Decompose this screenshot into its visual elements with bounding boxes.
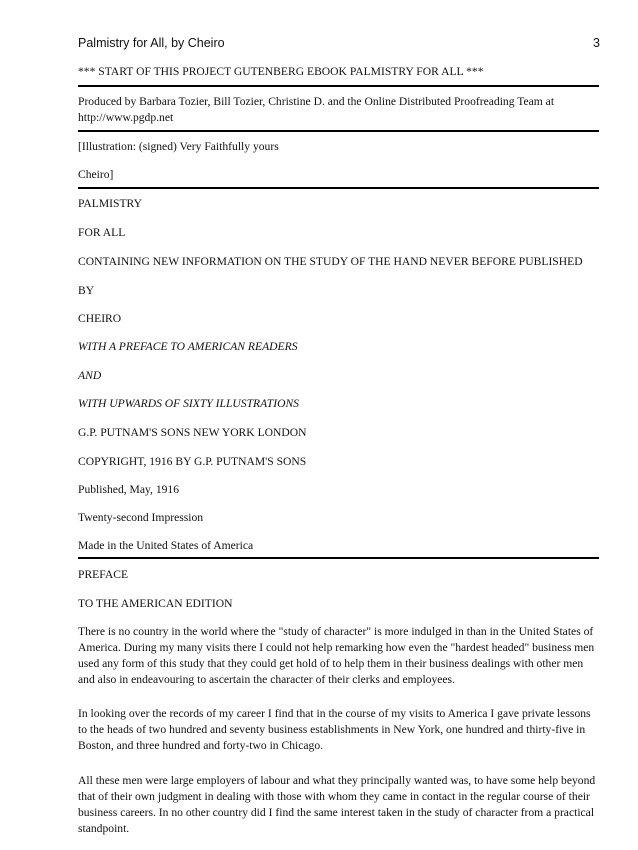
impression-line: Twenty-second Impression xyxy=(78,511,204,524)
divider xyxy=(78,85,599,87)
divider xyxy=(78,557,599,559)
divider xyxy=(78,130,599,132)
made-in-line: Made in the United States of America xyxy=(78,539,254,552)
section-subheading: TO THE AMERICAN EDITION xyxy=(78,597,233,610)
by-line: BY xyxy=(78,284,95,297)
published-date: Published, May, 1916 xyxy=(78,483,180,496)
signature-line: Cheiro] xyxy=(78,168,114,181)
header-title: Palmistry for All, by Cheiro xyxy=(78,36,225,50)
illustration-caption: [Illustration: (signed) Very Faithfully yours xyxy=(78,140,279,153)
paragraph: All these men were large employers of labour and what they principally wanted was, to have some help beyond that of their own judgment in dealing with those with whom they came in contact in the regular course of their business careers. In no other country did I find the same interest taken in the study of character from a practical standpoint. xyxy=(78,774,596,835)
book-title: PALMISTRY xyxy=(78,197,143,210)
book-description: CONTAINING NEW INFORMATION ON THE STUDY OF THE HAND NEVER BEFORE PUBLISHED xyxy=(78,255,583,268)
divider xyxy=(78,187,599,189)
paragraph: There is no country in the world where the "study of character" is more indulged in than in the United States of America. During my many visits there I could not help remarking how even the "hardest headed" business men used any form of this study that they could get hold of to help them in their business dealings with other men and also in endeavouring to ascertain the character of their clerks and employees. xyxy=(78,625,595,686)
credits-line-1: Produced by Barbara Tozier, Bill Tozier, Christine D. and the Online Distributed Proofreading Team at xyxy=(78,95,555,108)
and-line: AND xyxy=(78,369,102,382)
page-number: 3 xyxy=(593,36,600,50)
page-header xyxy=(78,36,600,54)
book-subtitle: FOR ALL xyxy=(78,226,126,239)
illustrations-note: WITH UPWARDS OF SIXTY ILLUSTRATIONS xyxy=(78,397,299,410)
author-name: CHEIRO xyxy=(78,312,122,325)
start-banner: *** START OF THIS PROJECT GUTENBERG EBOOK PALMISTRY FOR ALL *** xyxy=(78,65,484,78)
paragraph: In looking over the records of my career I find that in the course of my visits to America I gave private lessons to the heads of two hundred and seventy business establishments in New York, one hundred and thirty-five in Boston, and three hundred and forty-two in Chicago. xyxy=(78,707,591,752)
preface-note: WITH A PREFACE TO AMERICAN READERS xyxy=(78,340,298,353)
publisher-line: G.P. PUTNAM'S SONS NEW YORK LONDON xyxy=(78,426,307,439)
credits-line-2: http://www.pgdp.net xyxy=(78,111,174,124)
section-heading: PREFACE xyxy=(78,568,129,581)
copyright-line: COPYRIGHT, 1916 BY G.P. PUTNAM'S SONS xyxy=(78,455,307,468)
